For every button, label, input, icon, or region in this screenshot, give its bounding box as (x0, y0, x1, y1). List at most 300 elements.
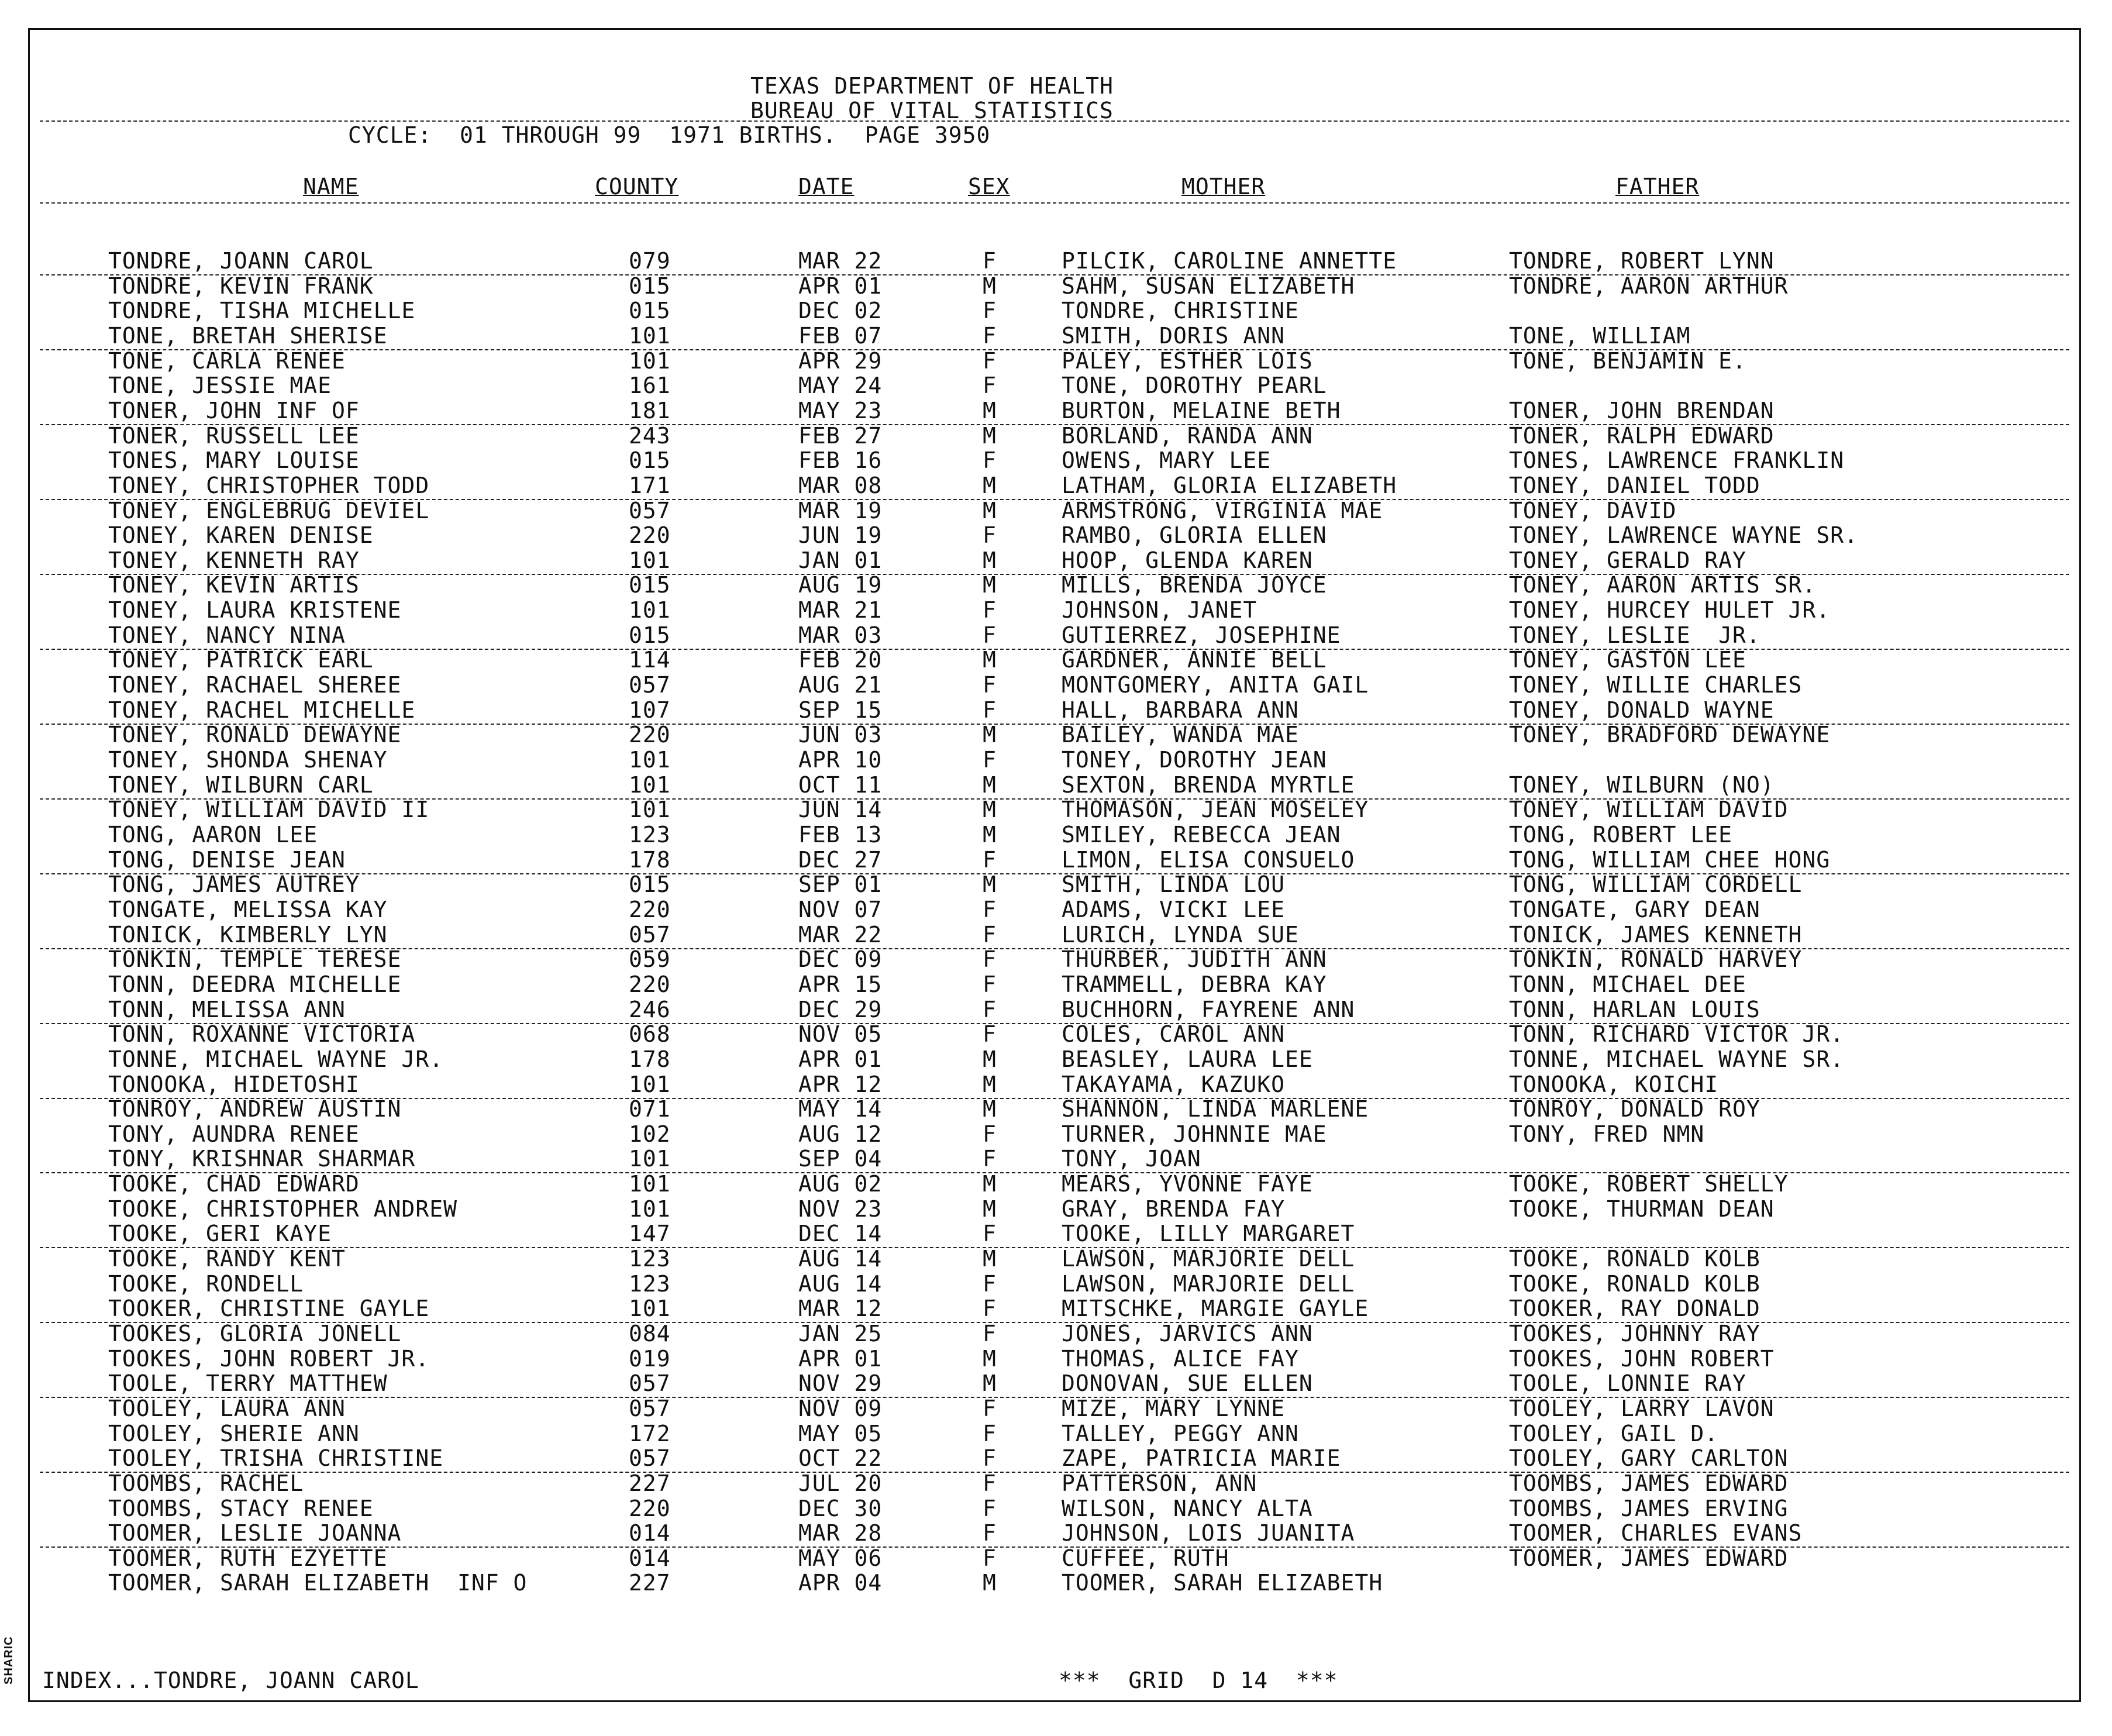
record-date: DEC 02 (798, 298, 883, 324)
record-date: APR 10 (798, 747, 883, 773)
record-row (0, 1396, 2112, 1421)
record-sex: F (983, 1470, 997, 1496)
record-county: 107 (629, 697, 671, 723)
record-name: TONEY, WILBURN CARL (108, 771, 374, 798)
record-name: TONY, KRISHNAR SHARMAR (108, 1146, 416, 1172)
record-sex: F (983, 1296, 997, 1322)
record-father: TOOLEY, GARY CARLTON (1509, 1445, 1789, 1472)
record-sex: M (983, 771, 997, 798)
record-father: TOOMER, JAMES EDWARD (1509, 1545, 1789, 1571)
record-sex: M (983, 422, 997, 449)
record-mother: PILCIK, CAROLINE ANNETTE (1062, 248, 1397, 274)
record-name: TOOMER, LESLIE JOANNA (108, 1520, 402, 1546)
record-father: TONOOKA, KOICHI (1509, 1071, 1719, 1097)
record-date: FEB 20 (798, 647, 883, 673)
record-row (0, 673, 2112, 697)
column-header-rule (40, 202, 2069, 204)
column-header-mother: MOTHER (1181, 174, 1266, 199)
record-sex: F (983, 447, 997, 474)
record-sex: F (983, 1320, 997, 1346)
record-mother: HALL, BARBARA ANN (1062, 697, 1299, 723)
column-header-sex: SEX (968, 174, 1010, 199)
record-mother: SMILEY, REBECCA JEAN (1062, 821, 1341, 848)
record-row (0, 1122, 2112, 1146)
record-mother: TOOMER, SARAH ELIZABETH (1062, 1570, 1383, 1596)
record-row (0, 1546, 2112, 1570)
record-mother: GUTIERREZ, JOSEPHINE (1062, 622, 1341, 648)
record-date: JUL 20 (798, 1470, 883, 1496)
record-date: JUN 03 (798, 722, 883, 748)
record-father: TONEY, GERALD RAY (1509, 547, 1746, 573)
record-father: TOOLEY, LARRY LAVON (1509, 1395, 1775, 1421)
record-row (0, 1346, 2112, 1371)
record-row (0, 748, 2112, 772)
record-mother: ARMSTRONG, VIRGINIA MAE (1062, 497, 1383, 523)
record-county: 068 (629, 1021, 671, 1048)
record-name: TONN, ROXANNE VICTORIA (108, 1021, 416, 1048)
record-sex: M (983, 1096, 997, 1122)
record-sex: F (983, 846, 997, 873)
record-sex: F (983, 1395, 997, 1421)
record-county: 101 (629, 1196, 671, 1222)
record-sex: F (983, 597, 997, 624)
record-county: 071 (629, 1096, 671, 1122)
record-father: TOOKE, THURMAN DEAN (1509, 1196, 1775, 1222)
record-date: APR 12 (798, 1071, 883, 1097)
record-name: TONER, JOHN INF OF (108, 397, 360, 423)
record-sex: F (983, 1146, 997, 1172)
record-sex: F (983, 896, 997, 922)
record-name: TONEY, ENGLEBRUG DEVIEL (108, 497, 430, 523)
record-row (0, 1072, 2112, 1097)
record-mother: GARDNER, ANNIE BELL (1062, 647, 1327, 673)
record-date: JAN 01 (798, 547, 883, 573)
record-date: AUG 14 (798, 1270, 883, 1297)
record-mother: THURBER, JUDITH ANN (1062, 946, 1327, 973)
record-row (0, 773, 2112, 797)
index-line: INDEX...TONDRE, JOANN CAROL (42, 1668, 419, 1693)
record-mother: PALEY, ESTHER LOIS (1062, 347, 1313, 374)
record-row (0, 1272, 2112, 1296)
record-mother: MIZE, MARY LYNNE (1062, 1395, 1286, 1421)
record-father: TONEY, AARON ARTIS SR. (1509, 572, 1817, 598)
record-county: 101 (629, 1171, 671, 1197)
record-row (0, 972, 2112, 997)
record-father: TOOKER, RAY DONALD (1509, 1296, 1760, 1322)
record-county: 101 (629, 1296, 671, 1322)
record-name: TONEY, KAREN DENISE (108, 522, 374, 549)
record-row (0, 274, 2112, 298)
record-mother: BAILEY, WANDA MAE (1062, 722, 1299, 748)
record-row (0, 1296, 2112, 1321)
record-sex: M (983, 397, 997, 423)
record-date: JUN 19 (798, 522, 883, 549)
record-father: TONDRE, AARON ARTHUR (1509, 273, 1789, 299)
record-sex: F (983, 1520, 997, 1546)
record-county: 178 (629, 846, 671, 873)
agency-title: TEXAS DEPARTMENT OF HEALTH (750, 73, 1114, 99)
record-mother: TALLEY, PEGGY ANN (1062, 1420, 1299, 1446)
record-date: MAY 14 (798, 1096, 883, 1122)
record-date: OCT 11 (798, 771, 883, 798)
record-county: 057 (629, 1445, 671, 1472)
record-sex: F (983, 1545, 997, 1571)
record-sex: M (983, 1071, 997, 1097)
record-sex: M (983, 547, 997, 573)
record-sex: M (983, 1370, 997, 1397)
record-date: SEP 15 (798, 697, 883, 723)
record-row (0, 1421, 2112, 1446)
record-county: 161 (629, 373, 671, 399)
record-county: 101 (629, 323, 671, 349)
record-name: TONEY, LAURA KRISTENE (108, 597, 402, 624)
record-name: TONG, JAMES AUTREY (108, 872, 360, 898)
record-father: TONEY, DANIEL TODD (1509, 472, 1760, 498)
record-father: TONG, WILLIAM CORDELL (1509, 872, 1803, 898)
record-name: TOOMBS, RACHEL (108, 1470, 304, 1496)
record-name: TOOKER, CHRISTINE GAYLE (108, 1296, 430, 1322)
record-sex: F (983, 996, 997, 1022)
record-name: TOOLEY, SHERIE ANN (108, 1420, 360, 1446)
record-sex: F (983, 1270, 997, 1297)
record-date: DEC 14 (798, 1221, 883, 1247)
record-date: AUG 12 (798, 1121, 883, 1147)
record-date: DEC 27 (798, 846, 883, 873)
record-mother: TONEY, DOROTHY JEAN (1062, 747, 1327, 773)
record-row (0, 1172, 2112, 1196)
record-date: MAY 06 (798, 1545, 883, 1571)
record-date: OCT 22 (798, 1445, 883, 1472)
record-sex: M (983, 1345, 997, 1372)
record-row (0, 698, 2112, 722)
column-header-date: DATE (798, 174, 855, 199)
record-name: TOOKES, GLORIA JONELL (108, 1320, 402, 1346)
record-mother: MEARS, YVONNE FAYE (1062, 1171, 1313, 1197)
record-mother: THOMAS, ALICE FAY (1062, 1345, 1299, 1372)
record-father: TOOMBS, JAMES EDWARD (1509, 1470, 1789, 1496)
record-name: TOOKES, JOHN ROBERT JR. (108, 1345, 430, 1372)
record-row (0, 323, 2112, 348)
record-county: 015 (629, 447, 671, 474)
record-sex: F (983, 697, 997, 723)
record-date: DEC 29 (798, 996, 883, 1022)
record-mother: TAKAYAMA, KAZUKO (1062, 1071, 1286, 1097)
record-sex: F (983, 1420, 997, 1446)
record-name: TOOMER, RUTH EZYETTE (108, 1545, 388, 1571)
record-county: 015 (629, 273, 671, 299)
record-mother: GRAY, BRENDA FAY (1062, 1196, 1286, 1222)
record-date: JUN 14 (798, 797, 883, 823)
record-county: 014 (629, 1545, 671, 1571)
record-name: TONES, MARY LOUISE (108, 447, 360, 474)
record-sex: F (983, 672, 997, 698)
record-mother: ZAPE, PATRICIA MARIE (1062, 1445, 1341, 1472)
header-rule (40, 120, 2069, 122)
record-row (0, 373, 2112, 398)
record-father: TONEY, WILLIE CHARLES (1509, 672, 1803, 698)
record-date: MAR 21 (798, 597, 883, 624)
record-mother: MONTGOMERY, ANITA GAIL (1062, 672, 1369, 698)
record-row (0, 623, 2112, 647)
side-tag (2, 1638, 20, 1702)
record-father: TONEY, DAVID (1509, 497, 1677, 523)
record-mother: TOOKE, LILLY MARGARET (1062, 1221, 1355, 1247)
record-county: 084 (629, 1320, 671, 1346)
record-sex: M (983, 497, 997, 523)
record-county: 147 (629, 1221, 671, 1247)
record-sex: F (983, 347, 997, 374)
record-county: 220 (629, 896, 671, 922)
record-date: APR 15 (798, 971, 883, 997)
record-county: 227 (629, 1570, 671, 1596)
record-mother: COLES, CAROL ANN (1062, 1021, 1286, 1048)
record-row (0, 1570, 2112, 1595)
record-name: TOOLEY, LAURA ANN (108, 1395, 346, 1421)
record-mother: DONOVAN, SUE ELLEN (1062, 1370, 1313, 1397)
record-mother: MILLS, BRENDA JOYCE (1062, 572, 1327, 598)
record-county: 172 (629, 1420, 671, 1446)
record-mother: SMITH, DORIS ANN (1062, 323, 1286, 349)
record-name: TONEY, RACHEL MICHELLE (108, 697, 416, 723)
record-county: 057 (629, 1370, 671, 1397)
record-sex: M (983, 572, 997, 598)
record-date: AUG 14 (798, 1246, 883, 1272)
record-mother: MITSCHKE, MARGIE GAYLE (1062, 1296, 1369, 1322)
record-name: TONE, JESSIE MAE (108, 373, 332, 399)
record-row (0, 897, 2112, 922)
record-date: APR 01 (798, 1046, 883, 1072)
record-father: TOOMBS, JAMES ERVING (1509, 1495, 1789, 1521)
column-header-county: COUNTY (595, 174, 679, 199)
record-sex: F (983, 622, 997, 648)
record-sex: M (983, 722, 997, 748)
record-row (0, 997, 2112, 1022)
record-sex: F (983, 1021, 997, 1048)
record-row (0, 1321, 2112, 1346)
record-father: TONEY, DONALD WAYNE (1509, 697, 1775, 723)
record-row (0, 947, 2112, 972)
record-sex: F (983, 971, 997, 997)
record-mother: TONE, DOROTHY PEARL (1062, 373, 1327, 399)
record-father: TONEY, WILBURN (NO) (1509, 771, 1775, 798)
record-sex: F (983, 946, 997, 973)
record-county: 220 (629, 971, 671, 997)
record-father: TOOKES, JOHN ROBERT (1509, 1345, 1775, 1372)
record-date: NOV 09 (798, 1395, 883, 1421)
record-date: MAY 05 (798, 1420, 883, 1446)
record-county: 101 (629, 547, 671, 573)
record-mother: SMITH, LINDA LOU (1062, 872, 1286, 898)
record-county: 101 (629, 797, 671, 823)
record-county: 101 (629, 747, 671, 773)
record-father: TONEY, LAWRENCE WAYNE SR. (1509, 522, 1858, 549)
record-date: AUG 02 (798, 1171, 883, 1197)
record-mother: PATTERSON, ANN (1062, 1470, 1257, 1496)
record-county: 114 (629, 647, 671, 673)
record-date: AUG 19 (798, 572, 883, 598)
record-name: TONEY, RONALD DEWAYNE (108, 722, 402, 748)
record-date: MAY 23 (798, 397, 883, 423)
record-father: TONE, BENJAMIN E. (1509, 347, 1746, 374)
record-county: 014 (629, 1520, 671, 1546)
record-sex: F (983, 373, 997, 399)
record-father: TOOLEY, GAIL D. (1509, 1420, 1719, 1446)
record-date: NOV 05 (798, 1021, 883, 1048)
record-mother: LIMON, ELISA CONSUELO (1062, 846, 1355, 873)
record-mother: HOOP, GLENDA KAREN (1062, 547, 1313, 573)
record-date: APR 01 (798, 273, 883, 299)
record-father: TONEY, WILLIAM DAVID (1509, 797, 1789, 823)
record-mother: TONDRE, CHRISTINE (1062, 298, 1299, 324)
record-name: TONN, MELISSA ANN (108, 996, 346, 1022)
record-name: TONN, DEEDRA MICHELLE (108, 971, 402, 997)
record-county: 181 (629, 397, 671, 423)
record-date: MAR 03 (798, 622, 883, 648)
record-date: FEB 27 (798, 422, 883, 449)
record-father: TOOKE, ROBERT SHELLY (1509, 1171, 1789, 1197)
record-father: TONE, WILLIAM (1509, 323, 1691, 349)
record-county: 015 (629, 622, 671, 648)
record-name: TOOMBS, STACY RENEE (108, 1495, 374, 1521)
record-sex: M (983, 797, 997, 823)
record-county: 220 (629, 722, 671, 748)
record-county: 171 (629, 472, 671, 498)
record-mother: ADAMS, VICKI LEE (1062, 896, 1286, 922)
record-row (0, 1022, 2112, 1046)
record-sex: M (983, 1196, 997, 1222)
record-date: MAY 24 (798, 373, 883, 399)
record-sex: M (983, 273, 997, 299)
record-name: TONEY, KENNETH RAY (108, 547, 360, 573)
record-date: APR 01 (798, 1345, 883, 1372)
record-sex: F (983, 298, 997, 324)
record-row (0, 1496, 2112, 1521)
record-father: TONEY, GASTON LEE (1509, 647, 1746, 673)
record-county: 015 (629, 572, 671, 598)
record-county: 101 (629, 347, 671, 374)
record-row (0, 1446, 2112, 1470)
record-county: 246 (629, 996, 671, 1022)
record-father: TONES, LAWRENCE FRANKLIN (1509, 447, 1845, 474)
record-name: TONOOKA, HIDETOSHI (108, 1071, 360, 1097)
record-father: TOOKE, RONALD KOLB (1509, 1246, 1760, 1272)
record-date: APR 29 (798, 347, 883, 374)
record-sex: M (983, 872, 997, 898)
record-mother: JOHNSON, LOIS JUANITA (1062, 1520, 1355, 1546)
record-sex: F (983, 747, 997, 773)
record-row (0, 647, 2112, 672)
record-row (0, 1197, 2112, 1221)
record-father: TOOLE, LONNIE RAY (1509, 1370, 1746, 1397)
record-row (0, 598, 2112, 622)
record-name: TONG, AARON LEE (108, 821, 318, 848)
record-mother: LATHAM, GLORIA ELIZABETH (1062, 472, 1397, 498)
record-county: 057 (629, 1395, 671, 1421)
record-name: TONDRE, TISHA MICHELLE (108, 298, 416, 324)
record-father: TOOKES, JOHNNY RAY (1509, 1320, 1760, 1346)
record-name: TONKIN, TEMPLE TERESE (108, 946, 402, 973)
record-row (0, 822, 2112, 847)
record-name: TONICK, KIMBERLY LYN (108, 921, 388, 948)
record-date: AUG 21 (798, 672, 883, 698)
record-county: 123 (629, 1270, 671, 1297)
record-date: DEC 30 (798, 1495, 883, 1521)
record-sex: M (983, 821, 997, 848)
record-name: TOOLEY, TRISHA CHRISTINE (108, 1445, 444, 1472)
record-mother: BORLAND, RANDA ANN (1062, 422, 1313, 449)
record-father: TOOMER, CHARLES EVANS (1509, 1520, 1803, 1546)
record-row (0, 1371, 2112, 1396)
record-father: TONG, WILLIAM CHEE HONG (1509, 846, 1831, 873)
column-header-name: NAME (303, 174, 359, 199)
record-date: NOV 23 (798, 1196, 883, 1222)
record-name: TONDRE, KEVIN FRANK (108, 273, 374, 299)
record-row (0, 548, 2112, 573)
record-mother: CUFFEE, RUTH (1062, 1545, 1229, 1571)
record-name: TONG, DENISE JEAN (108, 846, 346, 873)
record-father: TONKIN, RONALD HARVEY (1509, 946, 1803, 973)
record-sex: M (983, 472, 997, 498)
bureau-title: BUREAU OF VITAL STATISTICS (750, 98, 1114, 123)
record-mother: BEASLEY, LAURA LEE (1062, 1046, 1313, 1072)
grid-line: *** GRID D 14 *** (1059, 1668, 1338, 1693)
record-county: 101 (629, 771, 671, 798)
record-sex: M (983, 1171, 997, 1197)
record-county: 220 (629, 1495, 671, 1521)
record-row (0, 872, 2112, 897)
record-row (0, 523, 2112, 547)
record-father: TONER, RALPH EDWARD (1509, 422, 1775, 449)
record-mother: JONES, JARVICS ANN (1062, 1320, 1313, 1346)
record-date: FEB 16 (798, 447, 883, 474)
record-row (0, 1047, 2112, 1072)
record-row (0, 448, 2112, 473)
record-father: TONDRE, ROBERT LYNN (1509, 248, 1775, 274)
record-row (0, 298, 2112, 323)
record-county: 057 (629, 672, 671, 698)
record-mother: RAMBO, GLORIA ELLEN (1062, 522, 1327, 549)
column-header-father: FATHER (1615, 174, 1700, 199)
record-father: TONY, FRED NMN (1509, 1121, 1705, 1147)
record-mother: TONY, JOAN (1062, 1146, 1201, 1172)
record-county: 227 (629, 1470, 671, 1496)
record-mother: LAWSON, MARJORIE DELL (1062, 1246, 1355, 1272)
record-sex: F (983, 1445, 997, 1472)
record-mother: WILSON, NANCY ALTA (1062, 1495, 1313, 1521)
record-name: TOOKE, CHAD EDWARD (108, 1171, 360, 1197)
record-date: MAR 28 (798, 1520, 883, 1546)
record-mother: LAWSON, MARJORIE DELL (1062, 1270, 1355, 1297)
record-row (0, 1146, 2112, 1171)
record-name: TONNE, MICHAEL WAYNE JR. (108, 1046, 444, 1072)
record-name: TONE, BRETAH SHERISE (108, 323, 388, 349)
record-date: MAR 08 (798, 472, 883, 498)
record-mother: OWENS, MARY LEE (1062, 447, 1272, 474)
record-name: TONEY, RACHAEL SHEREE (108, 672, 402, 698)
record-date: SEP 04 (798, 1146, 883, 1172)
record-father: TONG, ROBERT LEE (1509, 821, 1733, 848)
record-name: TONEY, WILLIAM DAVID II (108, 797, 430, 823)
record-name: TONGATE, MELISSA KAY (108, 896, 388, 922)
record-county: 079 (629, 248, 671, 274)
record-county: 101 (629, 1146, 671, 1172)
record-name: TONEY, KEVIN ARTIS (108, 572, 360, 598)
record-father: TONN, RICHARD VICTOR JR. (1509, 1021, 1845, 1048)
record-name: TONER, RUSSELL LEE (108, 422, 360, 449)
record-name: TONEY, CHRISTOPHER TODD (108, 472, 430, 498)
record-father: TONICK, JAMES KENNETH (1509, 921, 1803, 948)
record-county: 057 (629, 921, 671, 948)
